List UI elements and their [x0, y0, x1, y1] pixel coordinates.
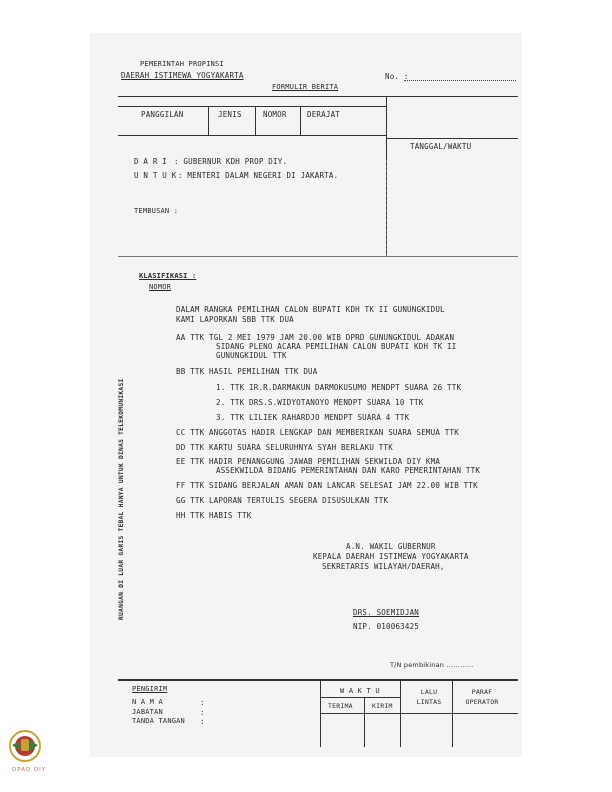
point-gg: GG TTK LAPORAN TERTULIS SEGERA DISUSULKAN TTK — [176, 496, 389, 505]
dpad-emblem-icon — [8, 729, 42, 763]
table-top-border — [118, 96, 518, 97]
intro-line-1: DALAM RANGKA PEMILIHAN CALON BUPATI KDH TK II GUNUNGKIDUL — [176, 305, 445, 314]
col-panggilan: PANGGILAN — [141, 110, 184, 119]
right-dashed — [386, 160, 387, 256]
col-divider-2 — [255, 106, 256, 135]
nama-label: N A M A — [132, 698, 163, 706]
point-bb: BB TTK HASIL PEMILIHAN TTK DUA — [176, 367, 318, 376]
tanda-tangan-colon: : — [200, 717, 205, 726]
col-derajat: DERAJAT — [307, 110, 341, 119]
org-line-1: PEMERINTAH PROPINSI — [140, 60, 224, 68]
jabatan-label: JABATAN — [132, 708, 163, 716]
signatory-name: DRS. SOEMIDJAN — [353, 608, 420, 617]
org-line-2: DAERAH ISTIMEWA YOGYAKARTA — [121, 71, 244, 80]
signature-line-1: A.N. WAKIL GUBERNUR — [346, 542, 436, 551]
table-header-line — [118, 106, 386, 107]
intro-line-2: KAMI LAPORKAN SBB TTK DUA — [176, 315, 294, 324]
col-divider-3 — [300, 106, 301, 135]
signature-line-2: KEPALA DAERAH ISTIMEWA YOGYAKARTA — [313, 552, 469, 561]
point-bb-2: 2. TTK DRS.S.WIDYOTANOYO MENDPT SUARA 10 TTK — [216, 398, 424, 407]
dari-label: D A R I — [134, 157, 168, 166]
signatory-nip: NIP. 010063425 — [353, 622, 420, 631]
point-ff: FF TTK SIDANG BERJALAN AMAN DAN LANCAR SELESAI JAM 22.00 WIB TTK — [176, 481, 478, 490]
footer-top-border — [118, 679, 518, 681]
kirim-label: KIRIM — [372, 702, 393, 710]
point-cc: CC TTK ANGGOTAS HADIR LENGKAP DAN MEMBERIKAN SUARA SEMUA TTK — [176, 428, 459, 437]
paraf-operator-label: PARAF OPERATOR — [465, 688, 499, 706]
untuk-label: U N T U K — [134, 171, 177, 180]
col-nomor: NOMOR — [263, 110, 287, 119]
form-title: FORMULIR BERITA — [272, 83, 339, 91]
dari-value: : GUBERNUR KDH PROP DIY. — [174, 157, 288, 166]
col-divider-1 — [208, 106, 209, 135]
point-aa-2: SIDANG PLENO ACARA PEMILIHAN CALON BUPATI KDH TK II — [216, 342, 457, 351]
point-ee-1: EE TTK HADIR PENANGGUNG JAWAB PEMILIHAN SEKWILDA DIY KMA — [176, 457, 441, 466]
logo-text: DPAD DIY — [12, 767, 47, 773]
table-header-bottom — [118, 135, 386, 136]
pengirim-label: PENGIRIM — [132, 685, 168, 693]
tn-pembikinan: T/N pembikinan ............ — [390, 661, 474, 669]
point-aa-1: AA TTK TGL 2 MEI 1979 JAM 20.00 WIB DPRD GUNUNGKIDUL ADAKAN — [176, 333, 455, 342]
waktu-label: W A K T U — [340, 687, 380, 695]
no-dotted-line — [404, 80, 516, 81]
col-jenis: JENIS — [218, 110, 242, 119]
point-ee-2: ASSEKWILDA BIDANG PEMERINTAHAN DAN KARO PEMERINTAHAN TTK — [216, 466, 481, 475]
signature-line-3: SEKRETARIS WILAYAH/DAERAH, — [322, 562, 445, 571]
address-divider — [118, 256, 518, 257]
point-bb-1: 1. TTK IR.R.DARMAKUN DARMOKUSUMO MENDPT SUARA 26 TTK — [216, 383, 462, 392]
klasifikasi-label: KLASIFIKASI : — [139, 272, 197, 280]
lalu-lintas-label: LALU LINTAS — [416, 688, 442, 706]
waktu-divider — [320, 697, 400, 698]
nomor-label: NOMOR — [149, 283, 172, 291]
tanggal-line — [386, 138, 518, 139]
no-label: No. : — [385, 72, 409, 81]
point-aa-3: GUNUNGKIDUL TTK — [216, 351, 287, 360]
footer-row-line — [320, 713, 518, 714]
nama-colon: : — [200, 698, 205, 707]
terima-kirim-divider — [364, 697, 365, 747]
tanda-tangan-label: TANDA TANGAN — [132, 717, 185, 725]
side-note: RUANGAN DI LUAR GARIS TEBAL HANYA UNTUK DINAS TELEKOMUNIKASI — [118, 378, 125, 620]
tembusan-label: TEMBUSAN : — [134, 207, 179, 215]
point-hh: HH TTK HABIS TTK — [176, 511, 252, 520]
point-dd: DD TTK KARTU SUARA SELURUHNYA SYAH BERLAKU TTK — [176, 443, 393, 452]
untuk-value: : MENTERI DALAM NEGERI DI JAKARTA. — [178, 171, 339, 180]
jabatan-colon: : — [200, 708, 205, 717]
point-bb-3: 3. TTK LILIEK RAHARDJO MENDPT SUARA 4 TTK — [216, 413, 410, 422]
tanggal-waktu: TANGGAL/WAKTU — [410, 142, 472, 151]
terima-label: TERIMA — [328, 702, 353, 710]
